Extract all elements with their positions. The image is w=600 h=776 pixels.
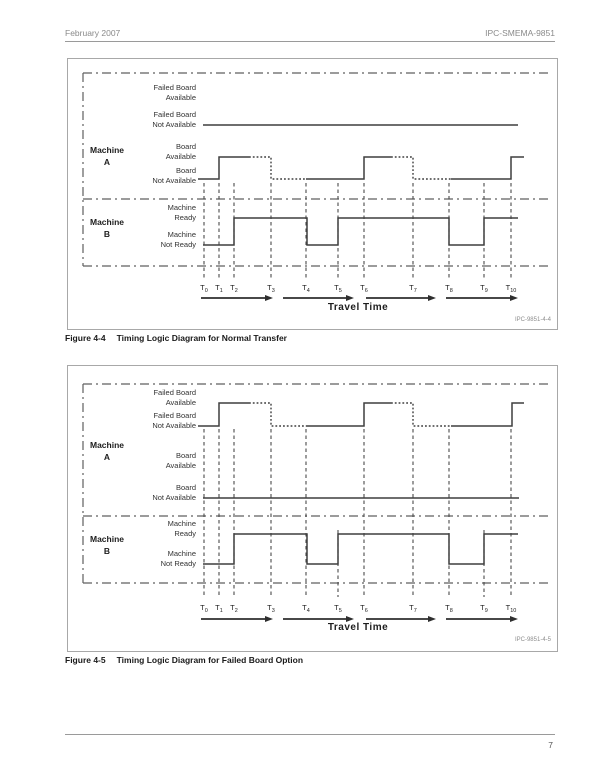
tick-label-T6: $T_6$: [360, 283, 368, 294]
travel-time-label: Travel Time: [327, 302, 389, 313]
caption-label: Figure 4-5: [65, 655, 106, 665]
figure-watermark: IPC-9851-4-5: [514, 637, 551, 643]
tick-label-T0: $T_0$: [200, 283, 208, 294]
signal-label-board-available: Board Available: [165, 451, 196, 470]
failed-board-signal-seg3: [306, 403, 391, 426]
machine-b-signal: [203, 218, 518, 245]
figure-4-5-caption: [65, 655, 303, 665]
tick-label-T10: $T_{10}$: [505, 283, 517, 294]
machine-b-label: Machine B: [89, 534, 124, 556]
signal-label-board-not-available: Board Not Available: [152, 483, 196, 502]
tick-label-T5: $T_5$: [334, 283, 342, 294]
machine-b-signal: [203, 534, 518, 564]
tick-label-T9: $T_9$: [480, 603, 488, 614]
header-date: February 2007: [65, 28, 121, 38]
machine-a-label: Machine A: [89, 145, 124, 167]
board-signal-seg4: [391, 157, 451, 179]
travel-time-label: Travel Time: [327, 622, 389, 633]
failed-board-signal-seg4: [391, 403, 451, 426]
tick-label-T1: $T_1$: [215, 283, 223, 294]
signal-label-machine-not-ready: Machine Not Ready: [160, 549, 196, 568]
failed-board-signal-seg2: [249, 403, 306, 426]
board-signal-seg2: [249, 157, 306, 179]
travel-arrowhead-3: [510, 616, 518, 622]
signal-label-failed-board-available: Failed Board Available: [153, 388, 196, 407]
figure-4-4-caption: [65, 333, 287, 343]
travel-arrowhead-2: [428, 295, 436, 301]
machine-a-label: Machine A: [89, 440, 124, 462]
board-signal-seg5: [451, 157, 524, 179]
tick-label-T10: $T_{10}$: [505, 603, 517, 614]
tick-label-T3: $T_3$: [267, 603, 275, 614]
header-rule: [65, 41, 555, 42]
tick-label-T0: $T_0$: [200, 603, 208, 614]
machine-b-label: Machine B: [89, 217, 124, 239]
caption-title: Timing Logic Diagram for Normal Transfer: [116, 333, 287, 343]
timing-diagram-svg-fig45: [68, 366, 559, 653]
tick-label-T1: $T_1$: [215, 603, 223, 614]
signal-label-board-not-available: Board Not Available: [152, 166, 196, 185]
signal-label-machine-ready: Machine Ready: [167, 203, 196, 222]
tick-label-T5: $T_5$: [334, 603, 342, 614]
board-signal-seg1: [198, 157, 249, 179]
tick-label-T2: $T_2$: [230, 283, 238, 294]
board-signal-seg3: [306, 157, 391, 179]
header-doc-id: IPC-SMEMA-9851: [485, 28, 555, 38]
tick-label-T2: $T_2$: [230, 603, 238, 614]
signal-label-machine-not-ready: Machine Not Ready: [160, 230, 196, 249]
footer-rule: [65, 734, 555, 735]
tick-label-T8: $T_8$: [445, 283, 453, 294]
tick-label-T7: $T_7$: [409, 603, 417, 614]
signal-label-failed-board-not-available: Failed Board Not Available: [152, 110, 196, 129]
signal-label-machine-ready: Machine Ready: [167, 519, 196, 538]
signal-label-failed-board-not-available: Failed Board Not Available: [152, 411, 196, 430]
signal-label-failed-board-available: Failed Board Available: [153, 83, 196, 102]
tick-label-T9: $T_9$: [480, 283, 488, 294]
figure-4-4-frame: [67, 58, 558, 330]
page-number: 7: [548, 740, 553, 750]
caption-title: Timing Logic Diagram for Failed Board Option: [116, 655, 304, 665]
signal-label-board-available: Board Available: [165, 142, 196, 161]
failed-board-signal-seg5: [451, 403, 524, 426]
figure-4-5-frame: [67, 365, 558, 652]
tick-label-T4: $T_4$: [302, 603, 310, 614]
failed-board-signal-seg1: [198, 403, 249, 426]
tick-label-T4: $T_4$: [302, 283, 310, 294]
figure-watermark: IPC-9851-4-4: [514, 317, 551, 323]
tick-label-T8: $T_8$: [445, 603, 453, 614]
travel-arrowhead-0: [265, 295, 273, 301]
tick-label-T6: $T_6$: [360, 603, 368, 614]
travel-arrowhead-1: [346, 295, 354, 301]
tick-label-T7: $T_7$: [409, 283, 417, 294]
travel-arrowhead-3: [510, 295, 518, 301]
tick-label-T3: $T_3$: [267, 283, 275, 294]
caption-label: Figure 4-4: [65, 333, 106, 343]
page-header: [65, 28, 555, 38]
